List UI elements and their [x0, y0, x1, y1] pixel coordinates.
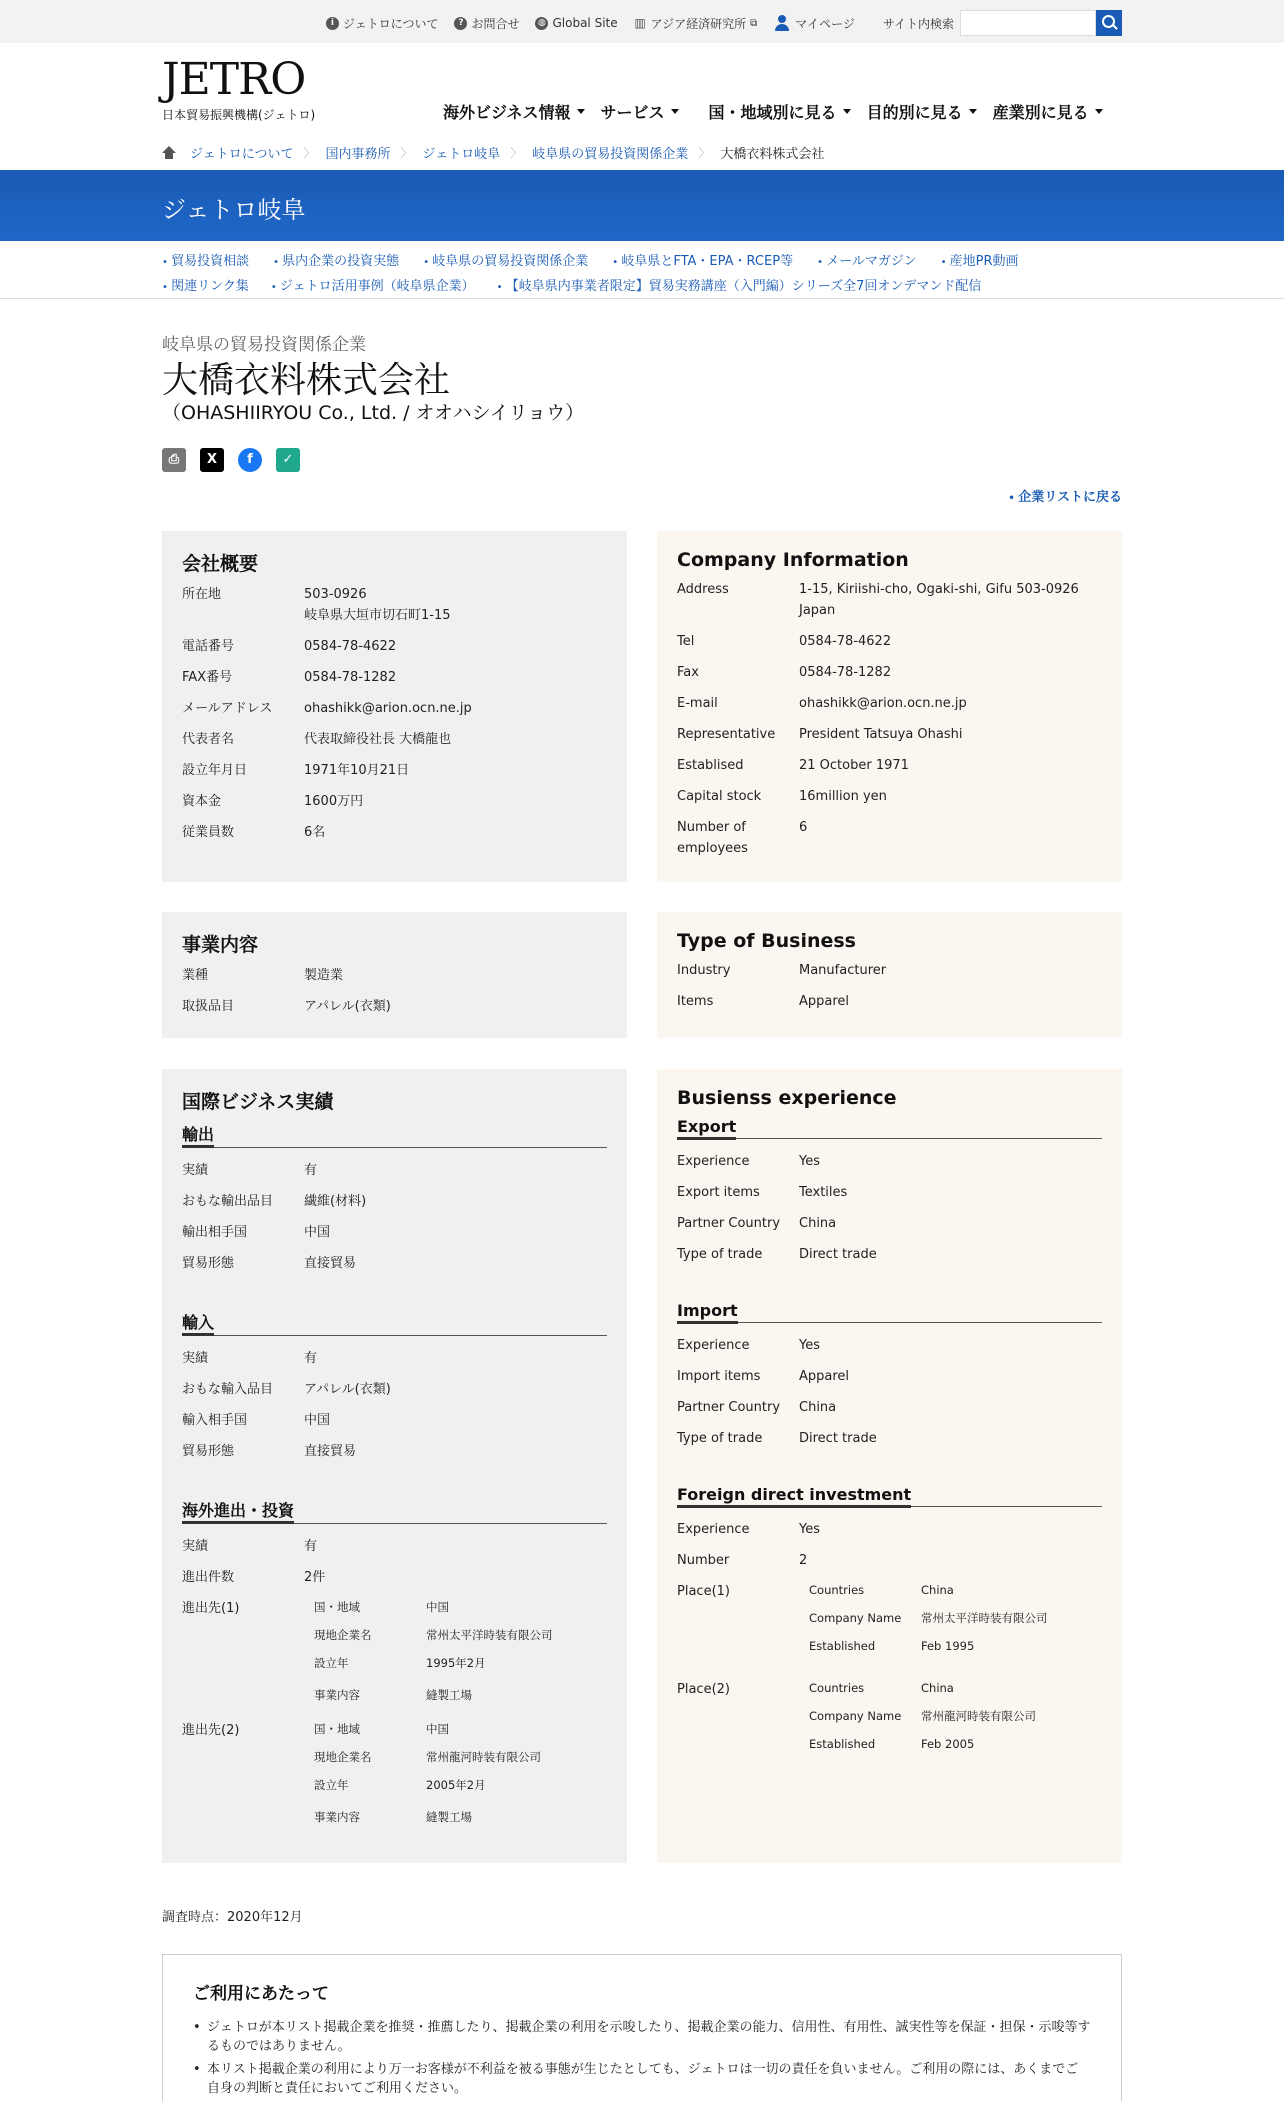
- office-banner: [0, 170, 1284, 241]
- business-experience-en: [657, 1069, 1122, 1863]
- search-input[interactable]: [960, 10, 1096, 36]
- section-heading: 会社概要: [182, 553, 259, 575]
- place-row: Place(1) Countries China Company Name 常州太平洋時装有限公司 Established Feb 1995: [677, 1581, 1102, 1665]
- place-row: 進出先(2) 国・地域 中国 現地企業名 常州龍河時装有限公司 設立年 2005年2月 事業内容 縫製工場: [182, 1720, 607, 1836]
- subnav-mail-magazine[interactable]: • メールマガジン: [817, 250, 917, 275]
- info-row: 実績 有: [182, 1539, 318, 1554]
- info-row: Representative President Tatsuya Ohashi: [677, 727, 963, 742]
- notice-heading: ご利用にあたって: [193, 1984, 329, 2004]
- subnav-investment-survey[interactable]: • 県内企業の投資実態: [273, 250, 399, 275]
- share-buttons: [162, 448, 300, 472]
- logo-sub: 日本貿易振興機構(ジェトロ): [162, 108, 316, 122]
- info-row: 代表者名 代表取締役社長 大橋龍也: [182, 732, 452, 747]
- info-row: Export items Textiles: [677, 1185, 848, 1200]
- search-label: サイト内検索: [882, 16, 954, 31]
- company-overview-ja: [162, 531, 627, 882]
- subnav-case-studies[interactable]: • ジェトロ活用事例（岐阜県企業）: [271, 275, 475, 300]
- place-item: 国・地域 中国: [314, 1722, 449, 1736]
- info-row: 実績 有: [182, 1163, 318, 1178]
- nav-by-region[interactable]: 国・地域別に見る: [709, 100, 851, 123]
- info-row: 所在地 503-0926 岐阜県大垣市切石町1-15: [182, 587, 451, 623]
- chevron-right-icon: 〉: [400, 146, 413, 160]
- info-row: 輸入相手国 中国: [182, 1413, 331, 1428]
- survey-date: 調査時点：2020年12月: [162, 1910, 303, 1925]
- usage-notice: [162, 1954, 1122, 2101]
- site-search: [960, 10, 1122, 36]
- info-row: 進出件数 2件: [182, 1570, 326, 1585]
- info-row: Number 2: [677, 1553, 808, 1568]
- place-item: 現地企業名 常州太平洋時装有限公司: [314, 1628, 553, 1642]
- page-subtitle: （OHASHIIRYOU Co., Ltd. / オオハシイリョウ）: [162, 402, 585, 424]
- home-icon[interactable]: [162, 146, 176, 160]
- info-row: 業種 製造業: [182, 968, 344, 983]
- x-icon[interactable]: X: [200, 448, 224, 472]
- info-row: Address 1-15, Kiriishi-cho, Ogaki-shi, Gifu 503-0926 Japan: [677, 582, 1079, 618]
- hatena-bookmark-icon[interactable]: ✓: [276, 448, 300, 472]
- info-row: 貿易形態 直接貿易: [182, 1444, 357, 1459]
- nav-by-purpose[interactable]: 目的別に見る: [867, 100, 977, 123]
- nav-by-industry[interactable]: 産業別に見る: [993, 100, 1103, 123]
- breadcrumb-about[interactable]: ジェトロについて: [190, 147, 294, 162]
- place-item: Countries China: [809, 1681, 954, 1695]
- print-icon[interactable]: ⎙: [162, 448, 186, 472]
- info-row: Tel 0584-78-4622: [677, 634, 892, 649]
- chevron-right-icon: 〉: [303, 146, 316, 160]
- info-row: Experience Yes: [677, 1522, 820, 1537]
- info-row: FAX番号 0584-78-1282: [182, 670, 397, 685]
- business-ja: [162, 912, 627, 1038]
- back-to-list-link[interactable]: • 企業リストに戻る: [996, 486, 1122, 505]
- page-category: 岐阜県の貿易投資関係企業: [162, 335, 366, 355]
- info-row: Experience Yes: [677, 1154, 820, 1169]
- section-heading: Busienss experience: [677, 1087, 897, 1109]
- subnav-company-list[interactable]: • 岐阜県の貿易投資関係企業: [423, 250, 588, 275]
- place-row: Place(2) Countries China Company Name 常州龍河時装有限公司 Established Feb 2005: [677, 1679, 1102, 1763]
- info-row: Experience Yes: [677, 1338, 820, 1353]
- place-item: 現地企業名 常州龍河時装有限公司: [314, 1750, 541, 1764]
- divider: [0, 298, 1284, 299]
- chevron-right-icon: 〉: [510, 146, 523, 160]
- breadcrumb-offices[interactable]: 国内事務所: [325, 147, 391, 162]
- place-item: Company Name 常州太平洋時装有限公司: [809, 1611, 1048, 1625]
- place-item: 事業内容 縫製工場: [314, 1810, 472, 1824]
- info-row: Partner Country China: [677, 1216, 837, 1231]
- info-row: 従業員数 6名: [182, 825, 326, 840]
- global-site-link[interactable]: ◍ Global Site: [535, 16, 617, 30]
- subnav-consulting[interactable]: • 貿易投資相談: [162, 250, 249, 275]
- info-row: 輸出相手国 中国: [182, 1225, 331, 1240]
- about-link[interactable]: i ジェトロについて: [326, 15, 439, 32]
- office-subnav: [162, 250, 1122, 300]
- section-heading: Type of Business: [677, 930, 856, 952]
- caret-down-icon: [1095, 109, 1103, 114]
- notice-item: • ジェトロが本リスト掲載企業を推奨・推薦したり、掲載企業の利用を示唆したり、掲載企業の能力、信用性、有用性、誠実性等を保証・担保・示唆等するものではありません。: [193, 2018, 1091, 2056]
- place-item: Countries China: [809, 1583, 954, 1597]
- info-row: 設立年月日 1971年10月21日: [182, 763, 410, 778]
- import-heading: Import: [677, 1301, 1102, 1323]
- info-row: 貿易形態 直接貿易: [182, 1256, 357, 1271]
- info-row: 取扱品目 アパレル(衣類): [182, 999, 391, 1014]
- place-item: 設立年 1995年2月: [314, 1656, 486, 1670]
- breadcrumb-current: 大橋衣料株式会社: [720, 147, 825, 162]
- business-experience-ja: [162, 1069, 627, 1863]
- contact-link[interactable]: ? お問合せ: [454, 15, 519, 32]
- export-heading: Export: [677, 1117, 1102, 1139]
- fdi-heading: Foreign direct investment: [677, 1485, 1102, 1507]
- banner-title: ジェトロ岐阜: [162, 196, 306, 224]
- question-icon: ?: [454, 17, 467, 30]
- chevron-right-icon: 〉: [698, 146, 711, 160]
- company-overview-en: [657, 531, 1122, 882]
- info-row: Partner Country China: [677, 1400, 837, 1415]
- info-row: Number of employees 6: [677, 820, 808, 856]
- business-en: [657, 912, 1122, 1038]
- mypage-link[interactable]: マイページ: [773, 14, 855, 32]
- person-icon: [773, 14, 791, 32]
- subnav-pr-video[interactable]: • 産地PR動画: [941, 250, 1019, 275]
- place-item: Established Feb 1995: [809, 1639, 975, 1653]
- page-title: 大橋衣料株式会社: [162, 360, 451, 401]
- fdi-heading: 海外進出・投資: [182, 1498, 607, 1524]
- section-heading: Company Information: [677, 549, 909, 571]
- ide-link[interactable]: ▥ アジア経済研究所 ⧉: [634, 15, 758, 31]
- info-row: メールアドレス ohashikk@arion.ocn.ne.jp: [182, 701, 472, 716]
- search-button[interactable]: [1096, 10, 1122, 36]
- import-heading: 輸入: [182, 1310, 607, 1336]
- subnav-trade-course[interactable]: • 【岐阜県内事業者限定】貿易実務講座（入門編）シリーズ全7回オンデマンド配信: [497, 275, 982, 300]
- caret-down-icon: [577, 109, 585, 114]
- logo-main: JETRO: [162, 54, 306, 105]
- info-row: 電話番号 0584-78-4622: [182, 639, 397, 654]
- info-row: Industry Manufacturer: [677, 963, 887, 978]
- info-row: おもな輸入品目 アパレル(衣類): [182, 1382, 391, 1397]
- info-row: Type of trade Direct trade: [677, 1431, 877, 1446]
- info-row: Items Apparel: [677, 994, 850, 1009]
- caret-down-icon: [671, 109, 679, 114]
- place-item: 国・地域 中国: [314, 1600, 449, 1614]
- breadcrumb: [162, 143, 824, 162]
- jetro-logo[interactable]: [162, 56, 315, 123]
- info-row: 資本金 1600万円: [182, 794, 364, 809]
- subnav-links[interactable]: • 関連リンク集: [162, 275, 249, 300]
- info-icon: i: [326, 17, 339, 30]
- breadcrumb-gifu[interactable]: ジェトロ岐阜: [422, 147, 501, 162]
- place-item: 設立年 2005年2月: [314, 1778, 486, 1792]
- nav-overseas-business[interactable]: 海外ビジネス情報: [443, 100, 585, 123]
- facebook-icon[interactable]: f: [238, 448, 262, 472]
- info-row: Import items Apparel: [677, 1369, 850, 1384]
- caret-down-icon: [843, 109, 851, 114]
- nav-services[interactable]: サービス: [601, 100, 679, 123]
- section-heading: 事業内容: [182, 934, 259, 956]
- subnav-fta[interactable]: • 岐阜県とFTA・EPA・RCEP等: [612, 250, 793, 275]
- external-link-icon: ⧉: [750, 17, 758, 29]
- place-row: 進出先(1) 国・地域 中国 現地企業名 常州太平洋時装有限公司 設立年 1995年2月 事業内容 縫製工場: [182, 1598, 607, 1714]
- globe-icon: ◍: [535, 17, 548, 30]
- info-row: Type of trade Direct trade: [677, 1247, 877, 1262]
- info-row: Capital stock 16million yen: [677, 789, 887, 804]
- caret-down-icon: [969, 109, 977, 114]
- main-nav: [443, 100, 1119, 123]
- info-row: Establised 21 October 1971: [677, 758, 909, 773]
- building-icon: ▥: [634, 15, 646, 30]
- notice-item: • 本リスト掲載企業の利用により万一お客様が不利益を被る事態が生じたとしても、ジェトロは一切の責任を負いません。ご利用の際には、あくまでご自身の判断と責任においてご利用ください。: [193, 2060, 1091, 2098]
- info-row: E-mail ohashikk@arion.ocn.ne.jp: [677, 696, 967, 711]
- info-row: 実績 有: [182, 1351, 318, 1366]
- section-heading: 国際ビジネス実績: [182, 1091, 334, 1113]
- place-item: Company Name 常州龍河時装有限公司: [809, 1709, 1036, 1723]
- info-row: Fax 0584-78-1282: [677, 665, 892, 680]
- place-item: Established Feb 2005: [809, 1737, 975, 1751]
- notice-list: [193, 2018, 1091, 2098]
- place-item: 事業内容 縫製工場: [314, 1688, 472, 1702]
- info-row: おもな輸出品目 繊維(材料): [182, 1194, 367, 1209]
- breadcrumb-company-list[interactable]: 岐阜県の貿易投資関係企業: [532, 147, 689, 162]
- export-heading: 輸出: [182, 1122, 607, 1148]
- utility-bar: [0, 0, 1284, 43]
